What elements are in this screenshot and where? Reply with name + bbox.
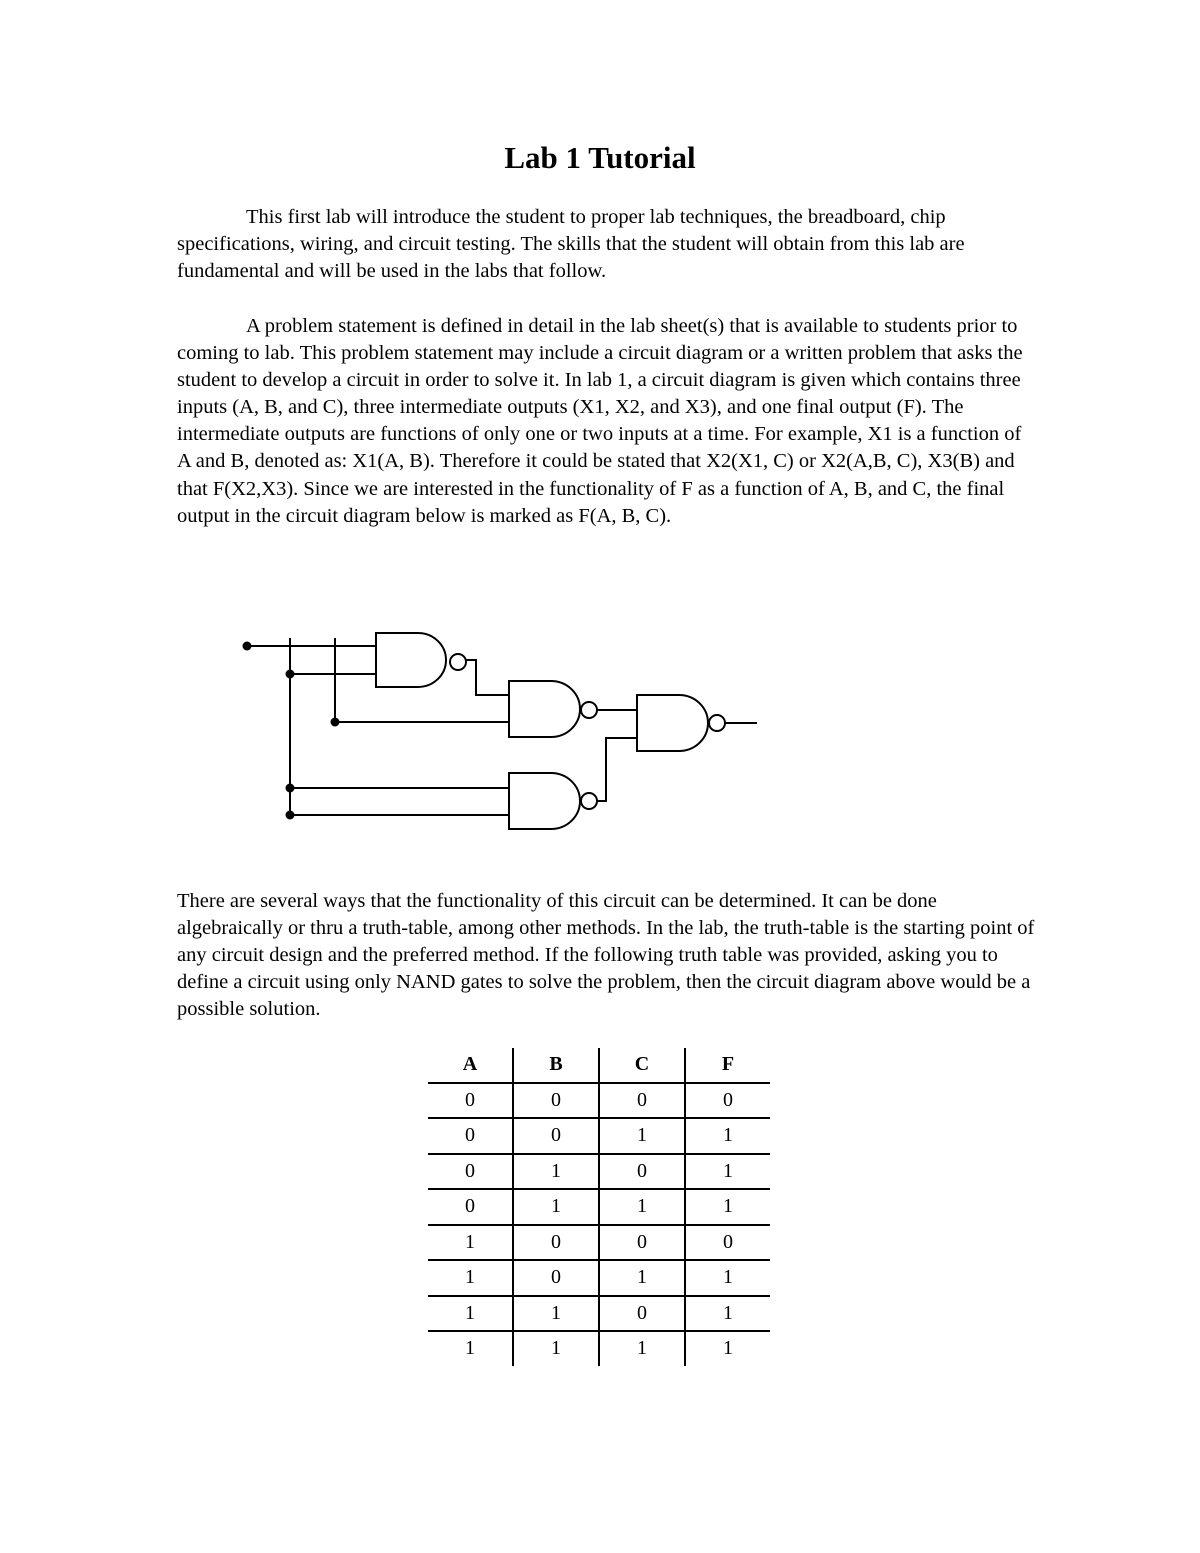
truth-table-cell: 1	[599, 1118, 685, 1154]
truth-table-cell: 1	[599, 1331, 685, 1366]
truth-table-row	[428, 1189, 770, 1225]
junction-dot	[286, 784, 295, 793]
junction-dot	[286, 811, 295, 820]
truth-table-row	[428, 1260, 770, 1296]
truth-table-cell: 0	[599, 1296, 685, 1332]
nand-gate-4-bubble	[709, 715, 725, 731]
truth-table-cell: 1	[599, 1189, 685, 1225]
truth-table-cell: 1	[513, 1154, 599, 1190]
truth-table-cell: 1	[428, 1260, 513, 1296]
truth-table-header: C	[599, 1048, 685, 1083]
nand-gate-2-bubble	[581, 702, 597, 718]
truth-table-cell: 0	[599, 1154, 685, 1190]
truth-table-cell: 0	[599, 1225, 685, 1261]
junction-dot	[286, 670, 295, 679]
truth-table-cell: 1	[465, 1337, 475, 1360]
truth-table-cell: 0	[513, 1083, 599, 1119]
truth-table-header: A	[428, 1048, 513, 1083]
truth-table	[428, 1048, 770, 1366]
nand-gate-3-bubble	[581, 793, 597, 809]
truth-table-cell: 1	[685, 1154, 770, 1190]
truth-table-cell: 0	[428, 1083, 513, 1119]
truth-table-cell: 0	[685, 1083, 770, 1119]
truth-table-header: B	[513, 1048, 599, 1083]
nand-gate-1	[376, 633, 446, 687]
truth-table-cell: 0	[513, 1225, 599, 1261]
wire-x3	[597, 738, 637, 801]
truth-table-intro-paragraph: There are several ways that the functionality of this circuit can be determined. It can be done algebraically or thru a truth-table, among other methods. In the lab, the truth-table is the starting point of any circuit design and the preferred method. If the following truth table was provided, asking you to define a circuit using only NAND gates to solve the problem, then the circuit diagram above would be a possible solution.	[177, 890, 1035, 1021]
intro-paragraph: This first lab will introduce the student to proper lab techniques, the breadboard, chip specifications, wiring, and circuit testing. The skills that the student will obtain from this lab are fundamental and will be used in the labs that follow.	[177, 206, 965, 283]
truth-table-header-row	[428, 1048, 770, 1083]
truth-table-cell: 0	[428, 1189, 513, 1225]
truth-table-cell: 1	[513, 1189, 599, 1225]
problem-statement-paragraph: A problem statement is defined in detail in the lab sheet(s) that is available to students prior to coming to lab. This problem statement may include a circuit diagram or a written problem that asks the student to develop a circuit in order to solve it. In lab 1, a circuit diagram is given which contains three inputs (A, B, and C), three intermediate outputs (X1, X2, and X3), and one final output (F). The intermediate outputs are functions of only one or two inputs at a time. For example, X1 is a function of A and B, denoted as: X1(A, B). Therefore it could be stated that X2(X1, C) or X2(A,B, C), X3(B) and that F(X2,X3). Since we are interested in the functionality of F as a function of A, B, and C, the final output in the circuit diagram below is marked as F(A, B, C).	[177, 315, 1023, 527]
truth-table-cell: 0	[513, 1260, 599, 1296]
truth-table-cell: 1	[428, 1296, 513, 1332]
truth-table-row	[428, 1296, 770, 1332]
truth-table-row	[428, 1225, 770, 1261]
truth-table-row	[428, 1154, 770, 1190]
truth-table-row	[428, 1331, 770, 1366]
truth-table-cell: 1	[685, 1189, 770, 1225]
nand-gate-4	[637, 695, 708, 751]
truth-table-header: F	[685, 1048, 770, 1083]
wire-x1	[466, 660, 509, 695]
truth-table-row	[428, 1118, 770, 1154]
truth-table-cell: 0	[428, 1118, 513, 1154]
junction-dot	[331, 718, 340, 727]
nand-gate-2	[509, 681, 580, 737]
truth-table-cell: 1	[685, 1331, 770, 1366]
nand-gate-3	[509, 773, 580, 829]
truth-table-cell: 1	[428, 1225, 513, 1261]
truth-table-row	[428, 1083, 770, 1119]
truth-table-cell: 0	[428, 1154, 513, 1190]
truth-table-cell: 0	[599, 1083, 685, 1119]
truth-table-cell: 1	[685, 1296, 770, 1332]
nand-gate-1-bubble	[450, 654, 466, 670]
truth-table-cell: 1	[685, 1260, 770, 1296]
truth-table-cell: 1	[513, 1331, 599, 1366]
truth-table-cell: 1	[685, 1118, 770, 1154]
page-title: Lab 1 Tutorial	[504, 140, 696, 175]
truth-table-cell: 1	[599, 1260, 685, 1296]
truth-table-cell: 0	[513, 1118, 599, 1154]
junction-dot	[243, 642, 252, 651]
truth-table-cell: 0	[685, 1225, 770, 1261]
truth-table-cell: 1	[513, 1296, 599, 1332]
